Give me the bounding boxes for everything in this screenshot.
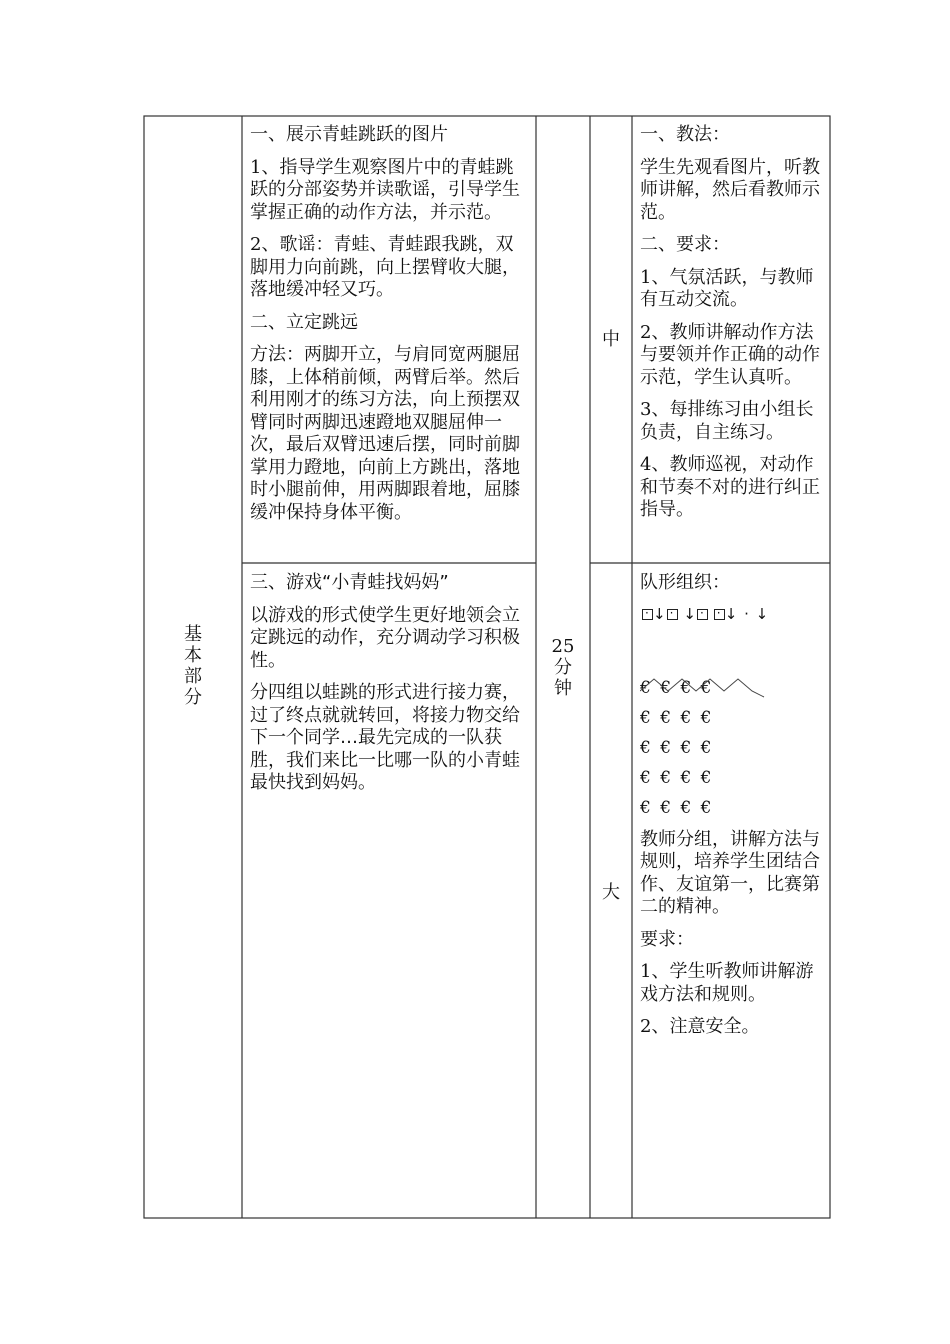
time-unit-char: 分 — [554, 657, 572, 678]
content-block-game — [250, 572, 528, 805]
formation-row: € € € € — [640, 677, 714, 698]
item-text: 、每排练习由小组长负责，自主练习。 — [640, 399, 814, 443]
intensity-upper: 中 — [602, 329, 620, 350]
paragraph-grouping: 教师分组，讲解方法与规则，培养学生团结合作、友谊第一，比赛第二的精神。 — [640, 828, 820, 917]
item-number: 3 — [640, 399, 652, 420]
section-label-char: 分 — [184, 687, 202, 708]
heading-game: 三、游戏“小青蛙找妈妈” — [250, 572, 449, 593]
requirement-item — [640, 454, 822, 522]
paragraph-observe — [250, 157, 528, 225]
section-label — [144, 624, 242, 708]
requirement-item — [640, 267, 822, 312]
section-label-char: 部 — [184, 666, 202, 687]
down-arrow-icon: ↓ — [755, 604, 770, 623]
item-number: 2 — [640, 321, 652, 343]
item-number: 2 — [250, 234, 262, 255]
heading-teaching-method: 一、教法： — [640, 124, 730, 145]
down-arrow-icon: ↓ — [683, 604, 697, 623]
item-number: 1 — [250, 156, 262, 178]
item-text: 、注意安全。 — [651, 1016, 760, 1037]
time-number: 25 — [551, 636, 575, 657]
paragraph-method: 方法：两脚开立，与肩同宽两腿屈膝，上体稍前倾，两臂后举。然后利用刚才的练习方法，向上预摆双臂同时两脚迅速蹬地双腿屈伸一次，最后双臂迅速后摆，同时前脚掌用力蹬地，向前上方跳出，落地时小腿前伸，用两脚跟着地，屈膝缓冲保持身体平衡。 — [250, 344, 520, 523]
section-label-char: 本 — [184, 645, 202, 666]
heading-requirements: 二、要求： — [640, 234, 730, 255]
requirement-item — [640, 1016, 822, 1039]
zigzag-path-icon — [640, 659, 770, 699]
requirement-item — [640, 322, 822, 390]
down-arrow-icon: ↓ — [724, 604, 739, 623]
formation-markers: ·↓· ↓· · ↓ · ↓ — [642, 605, 769, 623]
item-text: 、教师巡视，对动作和节奏不对的进行纠正指导。 — [640, 454, 820, 520]
intensity-lower: 大 — [602, 882, 620, 903]
time-unit-char: 钟 — [554, 678, 572, 699]
down-arrow-icon: ↓ — [653, 604, 667, 623]
section-label-char: 基 — [184, 624, 202, 645]
organization-block-game — [640, 572, 822, 1049]
formation-row: € € € € — [640, 797, 714, 818]
marker-box-icon — [697, 609, 708, 620]
heading-game-requirements: 要求： — [640, 928, 694, 950]
formation-row: € € € € — [640, 737, 714, 758]
requirement-item — [640, 961, 822, 1006]
item-text: 、教师讲解动作方法与要领并作正确的动作示范，学生认真听。 — [640, 321, 820, 388]
item-number: 4 — [640, 454, 652, 475]
heading-frog-pictures: 一、展示青蛙跳跃的图片 — [250, 124, 448, 145]
item-number: 1 — [640, 266, 652, 288]
paragraph-rhyme — [250, 234, 528, 302]
heading-standing-long-jump: 二、立定跳远 — [250, 311, 358, 333]
organization-block-teaching — [640, 124, 822, 532]
item-number: 2 — [640, 1016, 652, 1037]
formation-diagram — [640, 603, 822, 699]
paragraph-teaching-method: 学生先观看图片，听教师讲解，然后看教师示范。 — [640, 156, 820, 223]
paragraph-game-rules: 分四组以蛙跳的形式进行接力赛，过了终点就就转回，将接力物交给下一个同学…最先完成的一队获胜，我们来比一比哪一队的小青蛙最快找到妈妈。 — [250, 682, 520, 793]
heading-formation: 队形组织： — [640, 572, 730, 593]
requirement-item — [640, 399, 822, 444]
paragraph-game-purpose: 以游戏的形式使学生更好地领会立定跳远的动作，充分调动学习积极性。 — [250, 604, 520, 671]
content-block-jump — [250, 124, 528, 534]
time-label — [536, 636, 590, 699]
item-number: 1 — [640, 961, 652, 982]
formation-row: € € € € — [640, 767, 714, 788]
item-text: 、歌谣：青蛙、青蛙跟我跳，双脚用力向前跳，向上摆臂收大腿，落地缓冲轻又巧。 — [250, 234, 520, 300]
item-text: 、指导学生观察图片中的青蛙跳跃的分部姿势并读歌谣，引导学生掌握正确的动作方法，并示范。 — [250, 156, 520, 223]
marker-box-icon — [667, 609, 678, 620]
item-text: 、气氛活跃，与教师有互动交流。 — [640, 266, 814, 310]
formation-row: € € € € — [640, 707, 714, 728]
marker-box-icon — [642, 609, 653, 620]
item-text: 、学生听教师讲解游戏方法和规则。 — [640, 961, 814, 1005]
marker-box-icon — [714, 609, 725, 620]
